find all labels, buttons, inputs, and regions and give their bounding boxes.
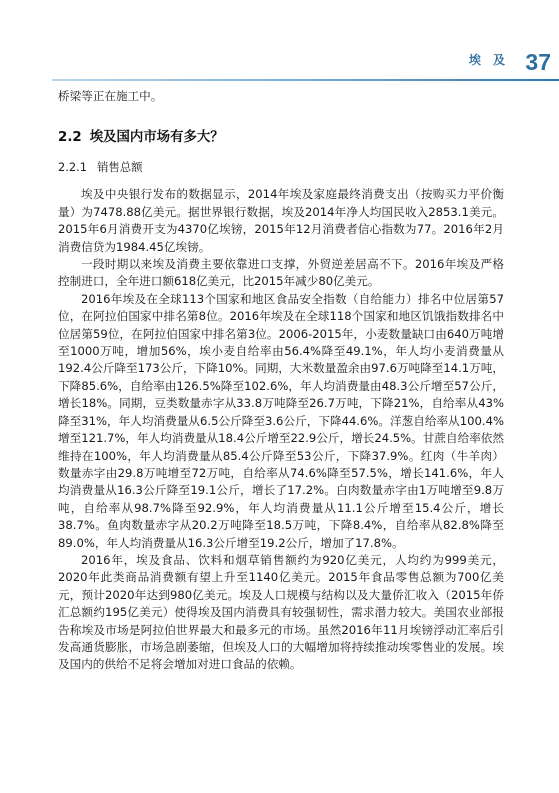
page-header: [0, 0, 559, 80]
section-title: 埃及国内市场有多大？: [89, 130, 224, 146]
body-paragraph: 一段时期以来埃及消费主要依靠进口支撑，外贸逆差居高不下。2016年埃及严格控制进口，全年进口额618亿美元，比2015年减少80亿美元。: [58, 257, 504, 289]
header-divider: [52, 79, 559, 81]
page-number: 37: [525, 49, 551, 75]
body-paragraph: 2016年埃及在全球113个国家和地区食品安全指数（自给能力）排名中位居第57位，在阿拉伯国家中排名第8位。2016年埃及在全球118个国家和地区饥饿指数排名中位居第59位，在阿拉伯国家中排名第3位。2006-2015年，小麦数量缺口由640万吨增至1000万吨，增加56%，埃小麦自给率由56.4%降至49.1%，年人均小麦消费量从192.4公斤降至173公斤，下降10%。同期，大米数量盈余由97.6万吨降至14.1万吨，下降85.6%，自给率由126.5%降至102.6%，年人均消费量由48.3公斤增至57公斤，增长18%。同期，豆类数量赤字从33.8万吨降至26.7万吨，下降21%，自给率从43%降至31%，年人均消费量从6.5公斤降至3.6公斤，下降44.6%。洋葱自给率从100.4%增至121.7%，年人均消费量从18.4公斤增至22.9公斤，增长24.5%。甘蔗自给率依然维持在100%，年人均消费量从85.4公斤降至53公斤，下降37.9%。红肉（牛羊肉）数量赤字由29.8万吨增至72万吨，自给率从74.6%降至57.5%，增长141.6%，年人均消费量从16.3公斤降至19.1公斤，增长了17.2%。白肉数量赤字由1万吨增至9.8万吨，自给率从98.7%降至92.9%，年人均消费量从11.1公斤增至15.4公斤，增长38.7%。鱼肉数量赤字从20.2万吨降至18.5万吨，下降8.4%，自给率从82.8%降至89.0%，年人均消费量从16.3公斤增至19.2公斤，增加了17.8%。: [58, 291, 504, 550]
lead-paragraph: 桥梁等正在施工中。: [58, 89, 163, 103]
page-body: [58, 88, 504, 674]
body-paragraph: 埃及中央银行发布的数据显示，2014年埃及家庭最终消费支出（按购买力平价衡量）为7478.88亿美元。据世界银行数据，埃及2014年净人均国民收入2853.1美元。2015年6月消费开支为4370亿埃镑，2015年12月消费者信心指数为77。2016年2月消费信贷为1984.45亿埃镑。: [58, 187, 504, 254]
subsection-title: 销售总额: [96, 160, 143, 175]
body-paragraph: 2016年，埃及食品、饮料和烟草销售额约为920亿美元，人均约为999美元，2020年此类商品消费额有望上升至1140亿美元。2015年食品零售总额为700亿美元，预计2020年达到980亿美元。埃及人口规模与结构以及大量侨汇收入（2015年侨汇总额约195亿美元）使得埃及国内消费具有较强韧性，需求潜力较大。美国农业部报告称埃及市场是阿拉伯世界最大和最多元的市场。虽然2016年11月埃镑浮动汇率后引发高通货膨胀，市场急剧萎缩，但埃及人口的大幅增加将持续推动埃零售业的发展。埃及国内的供给不足将会增加对进口食品的依赖。: [58, 552, 504, 672]
running-header-title: 埃 及: [468, 53, 509, 67]
section-number: 2.2: [58, 130, 82, 146]
subsection-number: 2.2.1: [58, 160, 87, 175]
subsection-heading: [58, 159, 504, 175]
section-heading: [58, 126, 504, 145]
